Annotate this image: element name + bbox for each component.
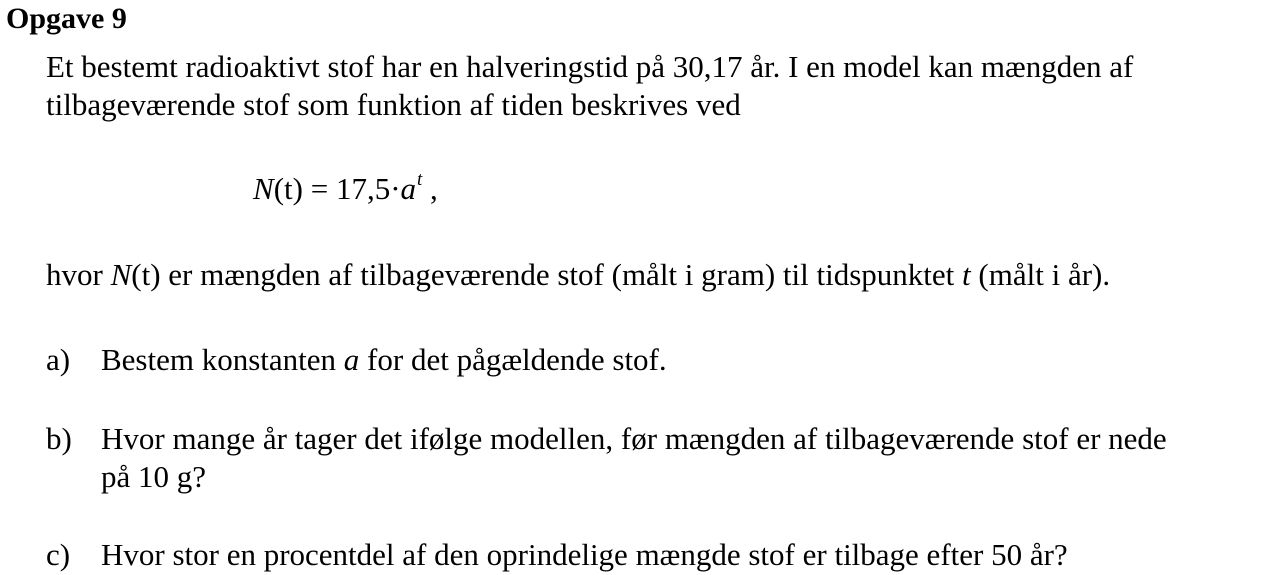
definition-prefix: hvor	[46, 257, 111, 292]
formula-multiply-dot: ·	[390, 171, 401, 206]
definition-line	[46, 256, 1110, 294]
question-a-after: for det pågældende stof.	[359, 342, 667, 377]
question-c-marker: c)	[46, 537, 71, 572]
question-b-line-1: Hvor mange år tager det ifølge modellen, før mængden af tilbageværende stof er nede	[101, 421, 1167, 456]
intro-line-2: tilbageværende stof som funktion af tiden beskrives ved	[46, 87, 741, 122]
definition-function-name: N	[110, 257, 132, 292]
intro-line-1: Et bestemt radioaktivt stof har en halveringstid på 30,17 år. I en model kan mængden af	[46, 49, 1134, 84]
formula-coefficient: 17,5	[335, 171, 391, 206]
question-a-variable: a	[343, 342, 360, 377]
question-a-before: Bestem konstanten	[101, 342, 344, 377]
formula-equals: =	[302, 171, 336, 206]
question-a-marker: a)	[46, 342, 71, 377]
question-b-marker: b)	[46, 421, 72, 456]
question-b	[46, 420, 1282, 500]
formula-function-argument: (t)	[273, 171, 303, 206]
question-c-text: Hvor stor en procentdel af den oprindelige mængde stof er tilbage efter 50 år?	[101, 537, 1068, 572]
model-formula	[253, 170, 438, 213]
definition-variable: t	[962, 257, 971, 292]
formula-function-name: N	[253, 171, 274, 206]
question-b-line-2: på 10 g?	[101, 459, 207, 494]
definition-function-argument: (t)	[131, 257, 161, 292]
definition-suffix: (målt i år).	[970, 257, 1111, 292]
intro-paragraph	[46, 48, 1276, 124]
exercise-title: Opgave 9	[6, 2, 127, 35]
question-b-text	[101, 420, 1167, 496]
formula-exponent: t	[417, 169, 423, 190]
formula-base: a	[400, 171, 417, 206]
formula-trailing-comma: ,	[422, 171, 438, 206]
definition-middle: er mængden af tilbageværende stof (målt i gram) til tidspunktet	[160, 257, 963, 292]
question-a-text	[101, 341, 667, 379]
